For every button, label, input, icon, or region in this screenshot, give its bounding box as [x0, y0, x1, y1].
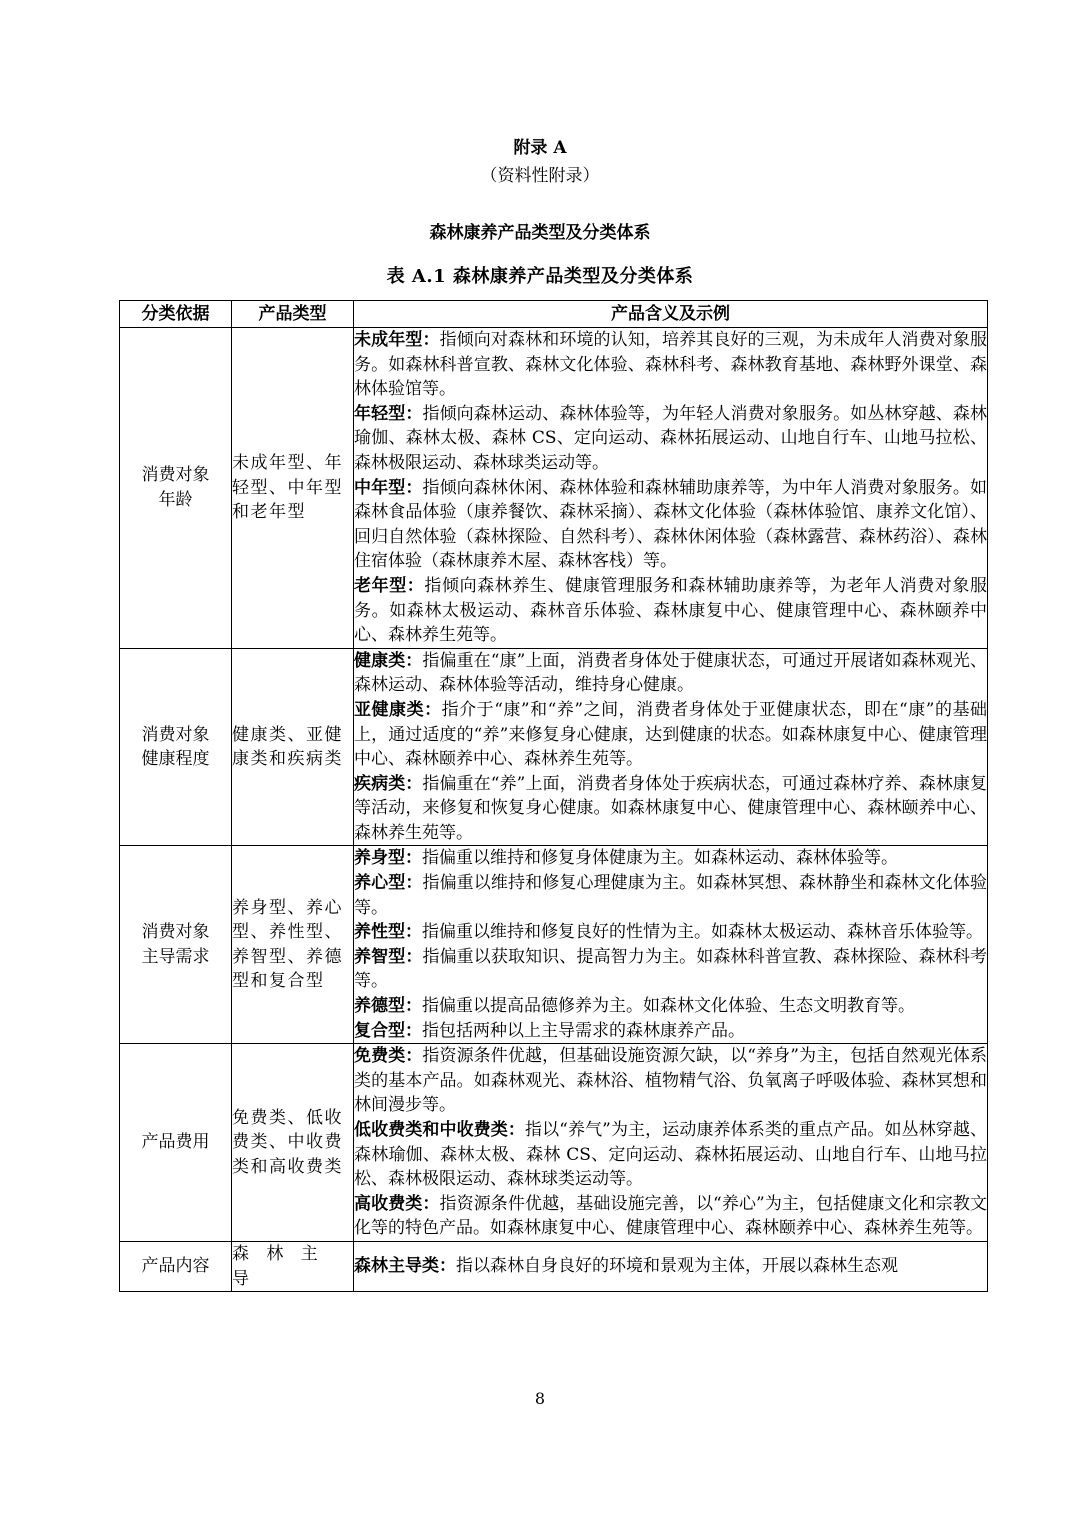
page-number: 8 [534, 1389, 546, 1408]
basis-text: 消费对象 主导需求 [141, 922, 210, 967]
type-cell [232, 1044, 354, 1242]
table-title: 表 A.1 森林康养产品类型及分类体系 [386, 266, 694, 287]
table-row [120, 1241, 988, 1291]
header-description: 产品含义及示例 [354, 301, 988, 328]
description-text: 指倾向森林休闲、森林体验和森林辅助康养等，为中年人消费对象服务。如森林食品体验（康养餐饮、森林采摘）、森林文化体验（森林体验馆、康养文化馆）、回归自然体验（森林探险、自然科考）、森林休闲体验（森林露营、森林药浴）、森林住宿体验（森林康养木屋、森林客栈）等。 [354, 477, 988, 572]
description-item [354, 1254, 987, 1279]
description-text: 指介于“康”和“养”之间，消费者身体处于亚健康状态，即在“康”的基础上，通过适度的“养”来修复身心健康，达到健康的状态。如森林康复中心、健康管理中心、森林颐养中心、森林养生苑等。 [354, 699, 988, 770]
basis-cell [120, 846, 232, 1044]
type-text: 养身型、养心型、养性型、养智型、养德型和复合型 [232, 897, 343, 992]
description-text: 指倾向森林养生、健康管理服务和森林辅助康养等，为老年人消费对象服务。如森林太极运动、森林音乐体验、森林康复中心、健康管理中心、森林颐养中心、森林养生苑等。 [354, 575, 988, 646]
description-text: 指以森林自身良好的环境和景观为主体，开展以森林生态观 [456, 1256, 898, 1277]
description-item [354, 402, 987, 476]
description-text: 指倾向森林运动、森林体验等，为年轻人消费对象服务。如丛林穿越、森林瑜伽、森林太极、森林 CS、定向运动、森林拓展运动、山地自行车、山地马拉松、森林极限运动、森林球类运动等。 [354, 403, 988, 473]
basis-cell [120, 328, 232, 649]
description-text: 指偏重以维持和修复身体健康为主。如森林运动、森林体验等。 [422, 848, 898, 869]
basis-cell [120, 1241, 232, 1291]
description-cell [354, 648, 988, 846]
description-term: 健康类： [354, 650, 423, 671]
description-cell [354, 846, 988, 1044]
description-term: 未成年型： [354, 330, 440, 350]
description-text: 指偏重以维持和修复心理健康为主。如森林冥想、森林静坐和森林文化体验等。 [354, 873, 988, 918]
description-item [354, 1118, 987, 1192]
basis-text: 产品费用 [141, 1132, 210, 1153]
description-item [354, 328, 987, 402]
description-term: 养心型： [354, 873, 423, 894]
type-text: 森 林 主 导 [232, 1243, 324, 1289]
description-cell [354, 328, 988, 649]
section-title: 森林康养产品类型及分类体系 [429, 223, 651, 243]
basis-cell [120, 648, 232, 846]
description-term: 高收费类： [354, 1193, 440, 1214]
description-term: 疾病类： [354, 773, 423, 794]
table-row [120, 1044, 988, 1242]
description-text: 指偏重在“养”上面，消费者身体处于疾病状态，可通过森林疗养、森林康复等活动，来修复和恢复身心健康。如森林康复中心、健康管理中心、森林颐养中心、森林养生苑等。 [354, 773, 987, 843]
description-item [354, 649, 987, 698]
basis-text: 消费对象 年龄 [141, 465, 210, 510]
description-term: 老年型： [354, 575, 425, 596]
description-term: 亚健康类： [354, 699, 442, 720]
type-cell [232, 1241, 354, 1291]
description-cell [354, 1241, 988, 1291]
description-term: 免费类： [354, 1046, 423, 1067]
description-item [354, 1044, 987, 1118]
description-item [354, 1192, 987, 1241]
description-item [354, 772, 987, 846]
description-item [354, 920, 987, 945]
description-item [354, 574, 987, 648]
description-term: 养性型： [354, 922, 422, 943]
type-cell [232, 846, 354, 1044]
description-text: 指以“养气”为主，运动康养体系类的重点产品。如丛林穿越、森林瑜伽、森林太极、森林 CS、定向运动、森林拓展运动、山地自行车、山地马拉松、森林极限运动、森林球类运动等。 [354, 1120, 987, 1190]
description-cell [354, 1044, 988, 1242]
description-term: 养德型： [354, 996, 422, 1017]
description-term: 低收费类和中收费类： [354, 1120, 525, 1140]
basis-text: 消费对象 健康程度 [141, 724, 210, 770]
type-cell [232, 648, 354, 846]
description-text: 指包括两种以上主导需求的森林康养产品。 [422, 1020, 745, 1041]
table-row [120, 846, 988, 1044]
description-text: 指偏重以提高品德修养为主。如森林文化体验、生态文明教育等。 [422, 996, 915, 1017]
header-basis: 分类依据 [120, 301, 232, 328]
appendix-title: 附录 A [513, 138, 567, 158]
description-term: 复合型： [354, 1020, 422, 1041]
description-term: 年轻型： [354, 403, 423, 424]
type-text: 免费类、低收费类、中收费类和高收费类 [232, 1107, 343, 1177]
description-text: 指倾向对森林和环境的认知，培养其良好的三观，为未成年人消费对象服务。如森林科普宣教、森林文化体验、森林科考、森林教育基地、森林野外课堂、森林体验馆等。 [354, 330, 988, 400]
basis-cell [120, 1044, 232, 1242]
description-term: 森林主导类： [354, 1256, 456, 1277]
description-item [354, 871, 987, 920]
description-item [354, 945, 987, 994]
description-text: 指偏重以维持和修复良好的性情为主。如森林太极运动、森林音乐体验等。 [422, 922, 983, 943]
basis-text: 产品内容 [141, 1256, 210, 1277]
table-header-row [120, 301, 988, 328]
description-text: 指资源条件优越，基础设施完善，以“养心”为主，包括健康文化和宗教文化等的特色产品。如森林康复中心、健康管理中心、森林颐养中心、森林养生苑等。 [354, 1193, 988, 1239]
description-text: 指偏重在“康”上面，消费者身体处于健康状态，可通过开展诸如森林观光、森林运动、森林体验等活动，维持身心健康。 [354, 650, 987, 696]
description-item [354, 994, 987, 1019]
description-text: 指偏重以获取知识、提高智力为主。如森林科普宣教、森林探险、森林科考等。 [354, 946, 988, 992]
table-row [120, 328, 988, 649]
description-item [354, 476, 987, 574]
description-term: 养身型： [354, 848, 422, 869]
type-text: 未成年型、年轻型、中年型和老年型 [232, 452, 343, 523]
type-text: 健康类、亚健康类和疾病类 [232, 724, 343, 770]
header-product-type: 产品类型 [232, 301, 354, 328]
description-text: 指资源条件优越，但基础设施资源欠缺，以“养身”为主，包括自然观光体系类的基本产品。如森林观光、森林浴、植物精气浴、负氧离子呼吸体验、森林冥想和林间漫步等。 [354, 1046, 987, 1116]
classification-table [119, 300, 988, 1292]
description-term: 中年型： [354, 477, 423, 498]
table-row [120, 648, 988, 846]
description-term: 养智型： [354, 946, 423, 967]
type-cell [232, 328, 354, 649]
description-item [354, 1019, 987, 1044]
appendix-subtitle: （资料性附录） [480, 166, 600, 186]
description-item [354, 846, 987, 871]
description-item [354, 698, 987, 772]
